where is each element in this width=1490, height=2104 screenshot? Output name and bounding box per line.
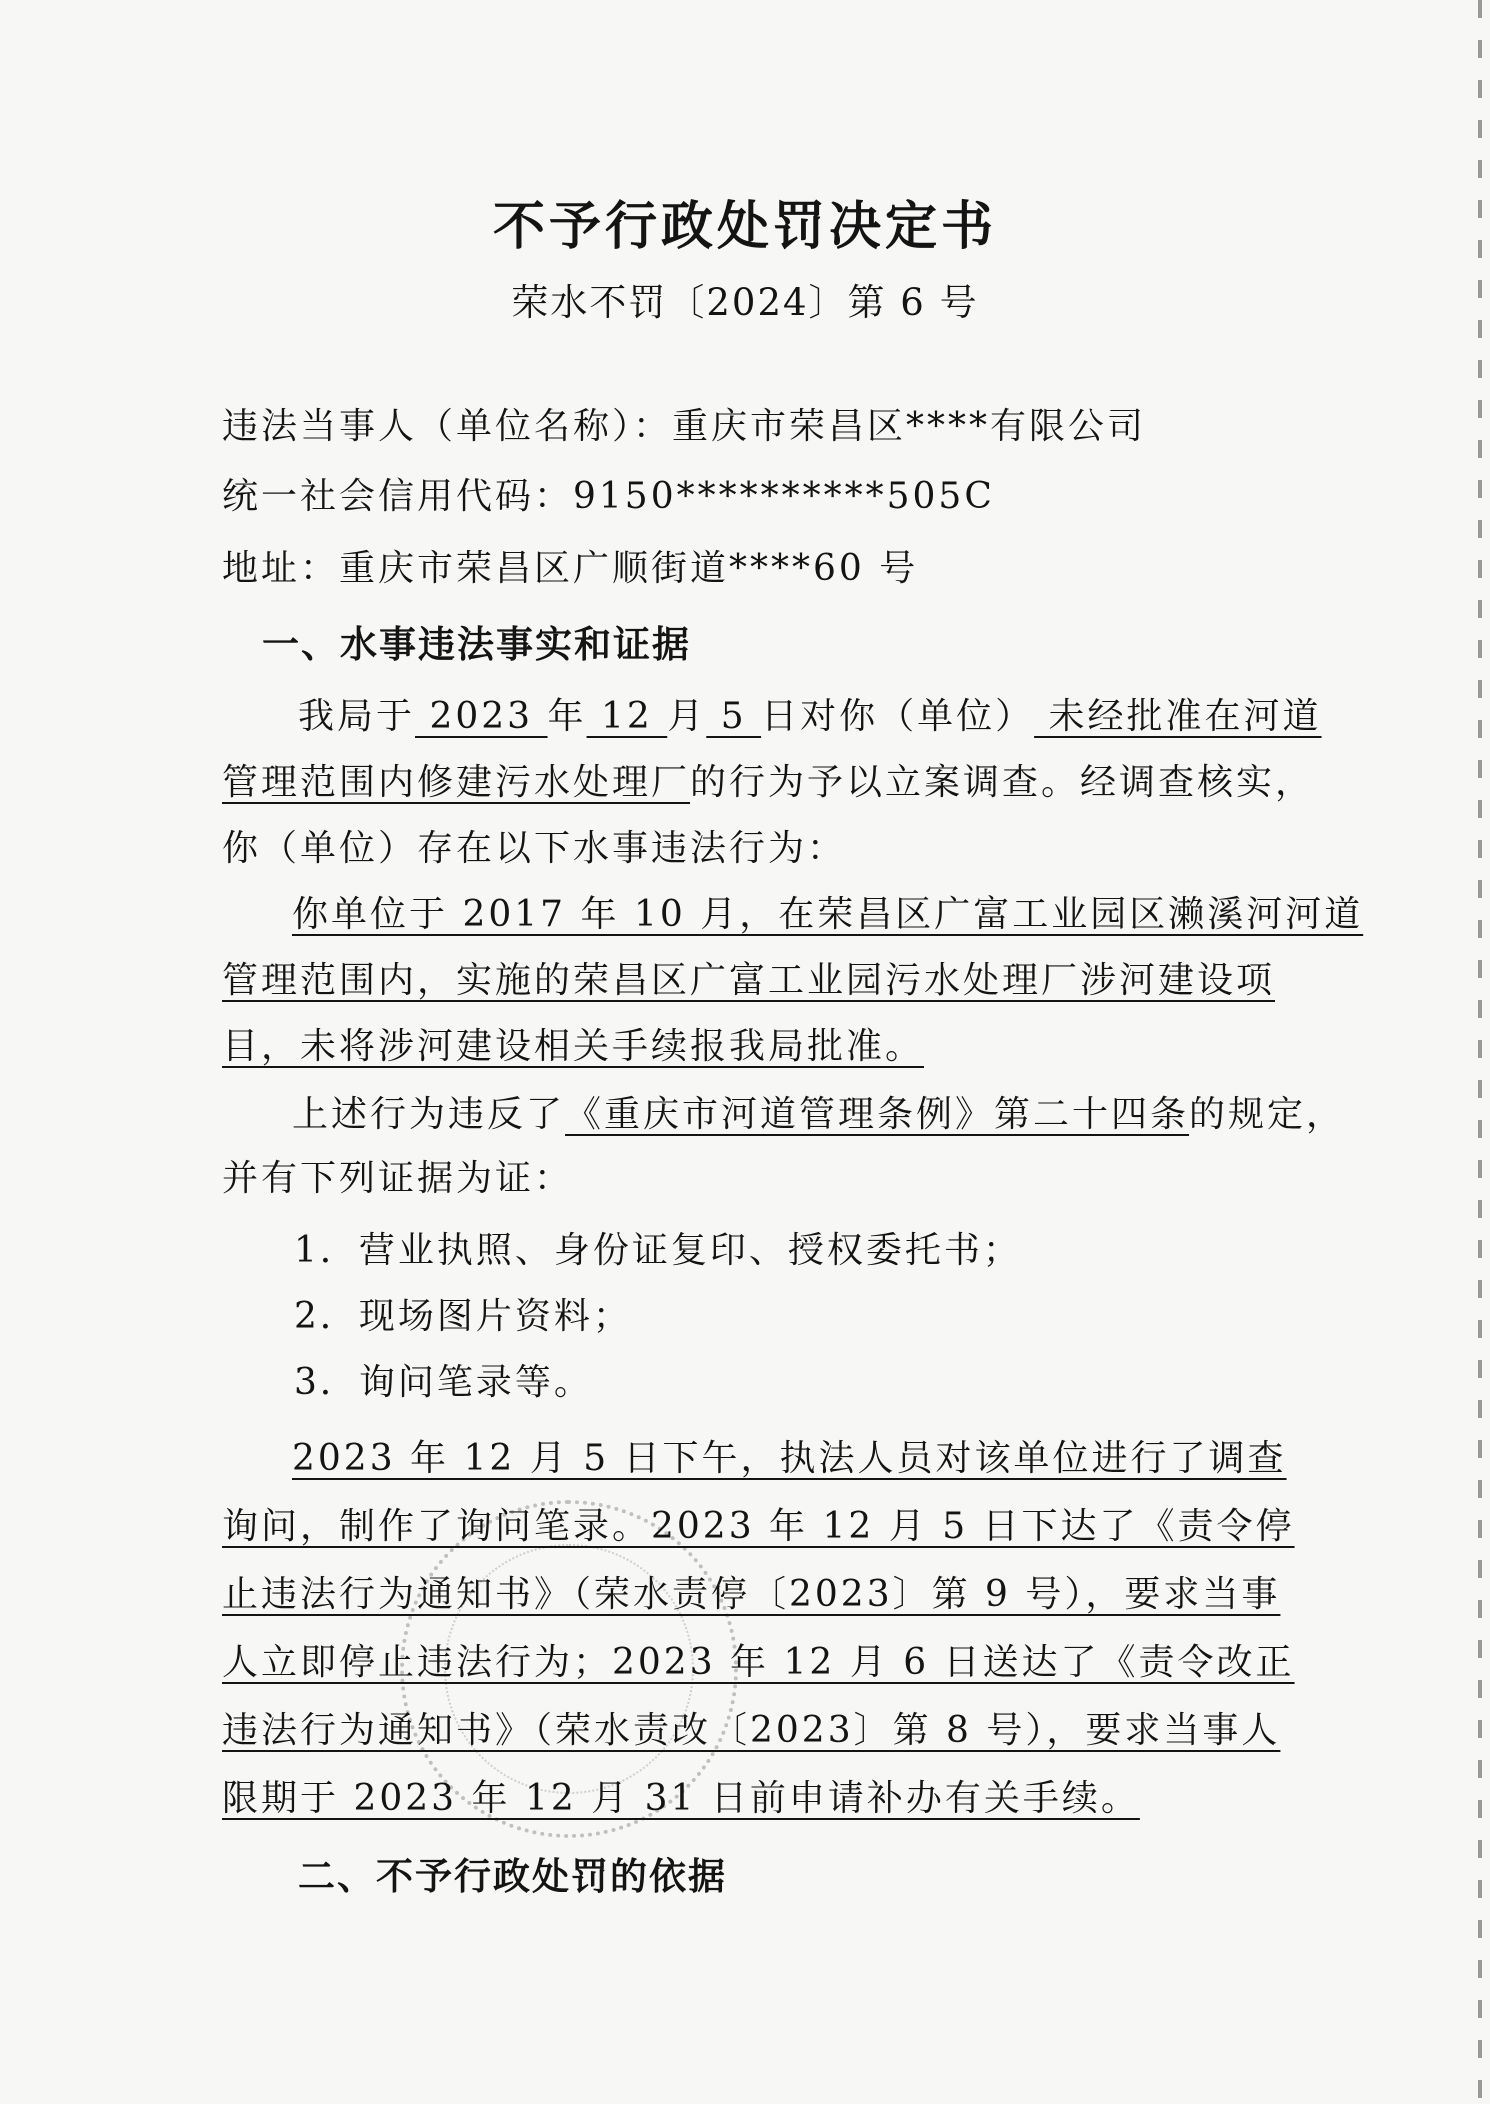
section-1-heading: 一、水事违法事实和证据 <box>262 623 691 666</box>
paragraph-1-line-2 <box>222 754 1315 805</box>
paragraph-1-line-3: 你（单位）存在以下水事违法行为： <box>222 828 847 869</box>
document-number: 荣水不罚〔2024〕第 6 号 <box>511 281 979 324</box>
text-segment: 的规定， <box>1189 1094 1346 1135</box>
credit-code: 统一社会信用代码：9150**********505C <box>222 476 995 517</box>
text-segment: 上述行为违反了 <box>292 1094 566 1135</box>
process-line-1: 2023 年 12 月 5 日下午，执法人员对该单位进行了调查 <box>292 1438 1287 1479</box>
evidence-item: 3．询问笔录等。 <box>294 1362 593 1403</box>
document-title: 不予行政处罚决定书 <box>492 197 997 257</box>
date-day: 5 <box>706 696 762 737</box>
address: 地址：重庆市荣昌区广顺街道****60 号 <box>222 548 919 589</box>
date-year: 2023 <box>415 696 548 737</box>
process-line-2: 询问，制作了询问笔录。2023 年 12 月 5 日下达了《责令停 <box>222 1506 1295 1547</box>
law-reference: 《重庆市河道管理条例》第二十四条 <box>565 1094 1190 1135</box>
fact-line-3: 目，未将涉河建设相关手续报我局批准。 <box>222 1026 925 1067</box>
date-month: 12 <box>586 696 668 737</box>
violation-act: 未经批准在河道 <box>1034 696 1322 737</box>
process-line-6: 限期于 2023 年 12 月 31 日前申请补办有关手续。 <box>222 1778 1140 1819</box>
text-segment: 我局于 <box>298 696 416 737</box>
text-segment: 的行为予以立案调查。经调查核实， <box>690 762 1315 803</box>
process-line-4: 人立即停止违法行为；2023 年 12 月 6 日送达了《责令改正 <box>222 1642 1295 1683</box>
evidence-item: 1．营业执照、身份证复印、授权委托书； <box>294 1230 1022 1271</box>
party-name: 违法当事人（单位名称）：重庆市荣昌区****有限公司 <box>222 406 1147 447</box>
fact-line-1: 你单位于 2017 年 10 月，在荣昌区广富工业园区濑溪河河道 <box>292 894 1364 935</box>
section-2-heading: 二、不予行政处罚的依据 <box>298 1855 727 1898</box>
law-line <box>292 1086 1346 1137</box>
paragraph-1-line-1 <box>298 688 1348 739</box>
evidence-item: 2．现场图片资料； <box>294 1296 632 1337</box>
text-segment: 年 <box>547 696 587 737</box>
process-line-3: 止违法行为通知书》（荣水责停〔2023〕第 9 号），要求当事 <box>222 1574 1281 1615</box>
fact-line-2: 管理范围内，实施的荣昌区广富工业园污水处理厂涉河建设项 <box>222 960 1276 1001</box>
text-segment: 月 <box>667 696 707 737</box>
violation-act: 管理范围内修建污水处理厂 <box>222 762 691 803</box>
process-line-5: 违法行为通知书》（荣水责改〔2023〕第 8 号），要求当事人 <box>222 1710 1281 1751</box>
evidence-intro: 并有下列证据为证： <box>222 1158 574 1199</box>
text-segment: 日对你（单位） <box>761 696 1035 737</box>
